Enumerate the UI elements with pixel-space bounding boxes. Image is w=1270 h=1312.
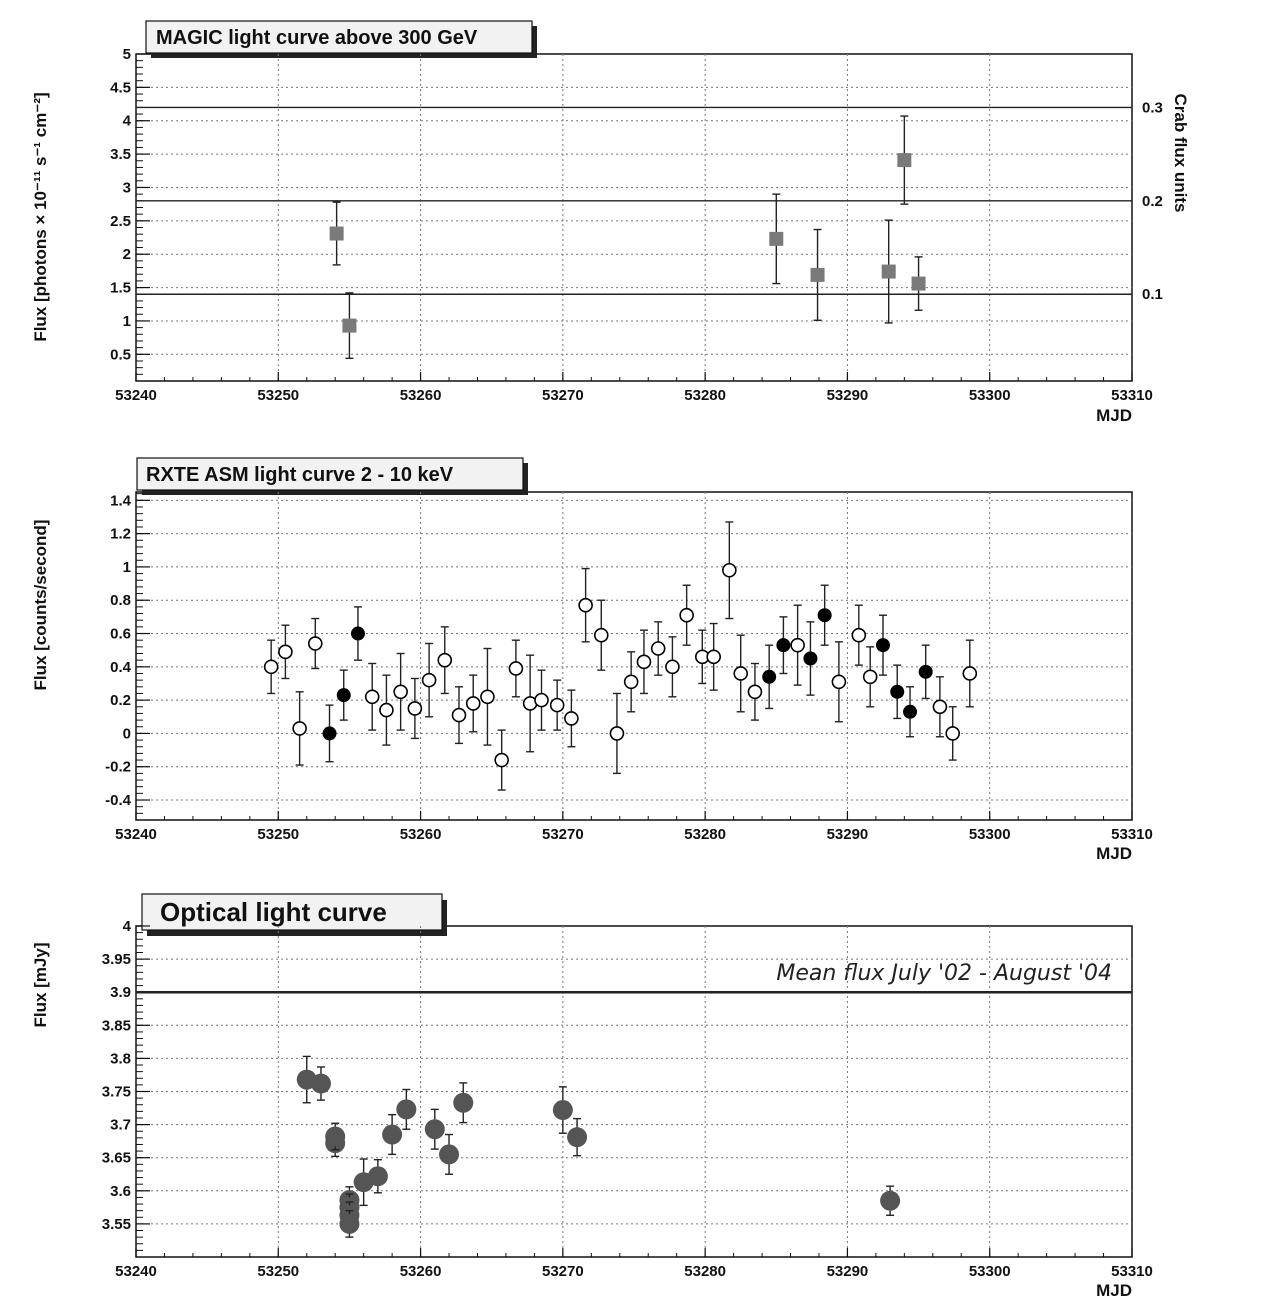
x-tick-label: 53240: [115, 1263, 157, 1280]
data-point-open-circle: [595, 629, 608, 642]
x-tick-label: 53300: [968, 1263, 1011, 1280]
data-point-open-circle: [495, 754, 508, 767]
y-tick-label: 1.4: [110, 492, 131, 510]
data-point-filled-circle: [818, 608, 832, 622]
data-point-square: [882, 265, 896, 279]
data-point-open-circle: [791, 639, 804, 652]
data-point-open-circle: [610, 727, 623, 740]
data-point-open-circle: [551, 699, 564, 712]
y-tick-label: 0.5: [110, 346, 131, 364]
y-tick-label: 3.65: [101, 1149, 131, 1167]
y-tick-label: 3.95: [101, 951, 131, 969]
y-tick-label: 3.85: [101, 1017, 131, 1035]
y-tick-label: 2.5: [110, 212, 131, 230]
y-tick-label: 3.7: [110, 1116, 131, 1134]
panel-optical-mean-annotation: Mean flux July '02 - August '04: [776, 961, 1112, 986]
data-point-open-circle: [279, 645, 292, 658]
data-point-open-circle: [565, 712, 578, 725]
data-point-open-circle: [734, 667, 747, 680]
panel-magic-grid: [136, 54, 1132, 381]
data-point-filled-circle: [396, 1099, 416, 1119]
data-point-open-circle: [408, 702, 421, 715]
data-point-filled-circle: [876, 638, 890, 652]
x-tick-label: 53260: [399, 387, 442, 404]
y-tick-label: -0.2: [105, 758, 131, 776]
data-point-filled-circle: [311, 1074, 331, 1094]
panel-magic-right-label: Crab flux units: [1171, 93, 1190, 213]
data-point-open-circle: [652, 642, 665, 655]
x-tick-label: 53270: [541, 387, 584, 404]
data-point-open-circle: [394, 685, 407, 698]
data-point-open-circle: [680, 609, 693, 622]
data-point-filled-circle: [890, 685, 904, 699]
data-point-open-circle: [748, 685, 761, 698]
data-point-filled-circle: [553, 1100, 573, 1120]
x-tick-label: 53240: [115, 826, 157, 843]
data-point-open-circle: [509, 662, 522, 675]
x-tick-label: 53310: [1111, 387, 1153, 404]
panel-optical: [31, 894, 1153, 1300]
panel-optical-title: Optical light curve: [160, 897, 387, 927]
data-point-open-circle: [265, 660, 278, 673]
y-tick-label: 0: [122, 725, 131, 743]
y-tick-label: -0.4: [105, 792, 131, 810]
y-tick-label: 3.75: [101, 1083, 131, 1101]
data-point-open-circle: [864, 670, 877, 683]
data-point-filled-circle: [368, 1166, 388, 1186]
y-tick-label: 3.55: [101, 1215, 131, 1233]
panel-magic-xlabel: MJD: [1096, 406, 1132, 425]
data-point-square: [342, 319, 356, 333]
data-point-filled-circle: [903, 705, 917, 719]
data-point-open-circle: [579, 599, 592, 612]
data-point-square: [769, 232, 783, 246]
data-point-square: [912, 277, 926, 291]
x-tick-label: 53240: [115, 387, 157, 404]
panel-optical-ylabel: Flux [mJy]: [31, 942, 50, 1028]
data-point-open-circle: [380, 704, 393, 717]
data-point-open-circle: [963, 667, 976, 680]
data-point-open-circle: [625, 675, 638, 688]
y-tick-label: 3.6: [110, 1182, 131, 1200]
y-tick-label: 5: [122, 46, 131, 63]
data-point-filled-circle: [339, 1214, 359, 1234]
panel-magic-crab-lines: [136, 107, 1132, 294]
x-tick-label: 53310: [1111, 826, 1153, 843]
data-point-open-circle: [366, 690, 379, 703]
y-tick-label: 0.4: [110, 658, 131, 676]
x-tick-label: 53290: [826, 387, 869, 404]
crab-tick-label: 0.1: [1142, 286, 1163, 304]
x-tick-label: 53280: [684, 387, 727, 404]
data-point-open-circle: [933, 700, 946, 713]
panel-magic-title: MAGIC light curve above 300 GeV: [156, 27, 478, 49]
panel-optical-points: [297, 1056, 900, 1237]
panel-rxte-points: [265, 522, 977, 790]
data-point-square: [811, 268, 825, 282]
y-tick-label: 0.8: [110, 592, 131, 610]
y-tick-label: 4: [122, 918, 131, 935]
crab-tick-label: 0.3: [1142, 99, 1163, 117]
data-point-filled-circle: [803, 651, 817, 665]
data-point-open-circle: [309, 637, 322, 650]
y-tick-label: 4: [122, 112, 131, 130]
x-tick-label: 53270: [541, 1263, 584, 1280]
data-point-filled-circle: [337, 688, 351, 702]
y-tick-label: 1.2: [110, 525, 131, 543]
data-point-filled-circle: [762, 670, 776, 684]
data-point-open-circle: [293, 722, 306, 735]
data-point-open-circle: [423, 674, 436, 687]
y-tick-label: 3: [122, 179, 131, 197]
panel-magic-ylabel: Flux [photons × 10⁻¹¹ s⁻¹ cm⁻²]: [31, 92, 50, 342]
y-tick-label: 1.5: [110, 279, 131, 297]
panel-optical-xlabel: MJD: [1096, 1281, 1132, 1300]
y-tick-label: 0.6: [110, 625, 131, 643]
x-tick-label: 53250: [257, 387, 300, 404]
x-tick-label: 53310: [1111, 1263, 1153, 1280]
data-point-open-circle: [467, 697, 480, 710]
x-tick-label: 53250: [257, 1263, 300, 1280]
x-tick-label: 53290: [826, 826, 869, 843]
data-point-square: [330, 227, 344, 241]
data-point-open-circle: [535, 694, 548, 707]
y-tick-label: 1: [122, 312, 131, 330]
panel-rxte-ylabel: Flux [counts/second]: [31, 519, 50, 691]
y-tick-label: 2: [122, 246, 131, 264]
data-point-filled-circle: [323, 726, 337, 740]
crab-tick-label: 0.2: [1142, 192, 1163, 210]
x-tick-label: 53270: [541, 826, 584, 843]
data-point-open-circle: [481, 690, 494, 703]
data-point-filled-circle: [567, 1127, 587, 1147]
y-tick-label: 3.5: [110, 146, 131, 164]
data-point-filled-circle: [919, 665, 933, 679]
data-point-open-circle: [852, 629, 865, 642]
panel-rxte: [31, 458, 1153, 863]
data-point-open-circle: [707, 650, 720, 663]
x-tick-label: 53250: [257, 826, 300, 843]
data-point-filled-circle: [351, 627, 365, 641]
x-tick-label: 53280: [684, 1263, 727, 1280]
data-point-filled-circle: [325, 1127, 345, 1147]
x-tick-label: 53260: [399, 826, 442, 843]
panel-magic-points: [330, 116, 926, 358]
data-point-filled-circle: [880, 1191, 900, 1211]
panel-rxte-title: RXTE ASM light curve 2 - 10 keV: [146, 464, 454, 486]
panel-rxte-xlabel: MJD: [1096, 844, 1132, 863]
panel-rxte-ticks: [105, 492, 1153, 843]
data-point-open-circle: [438, 654, 451, 667]
x-tick-label: 53290: [826, 1263, 869, 1280]
data-point-open-circle: [832, 675, 845, 688]
y-tick-label: 1: [122, 558, 131, 576]
data-point-filled-circle: [382, 1125, 402, 1145]
data-point-open-circle: [946, 727, 959, 740]
panel-magic-ticks: [110, 46, 1163, 404]
data-point-filled-circle: [776, 638, 790, 652]
y-tick-label: 0.2: [110, 692, 131, 710]
data-point-filled-circle: [425, 1119, 445, 1139]
data-point-open-circle: [637, 655, 650, 668]
y-tick-label: 3.9: [110, 984, 131, 1002]
x-tick-label: 53280: [684, 826, 727, 843]
y-tick-label: 3.8: [110, 1050, 131, 1068]
x-tick-label: 53260: [399, 1263, 442, 1280]
data-point-square: [897, 153, 911, 167]
data-point-open-circle: [723, 564, 736, 577]
panel-magic: [31, 21, 1190, 425]
x-tick-label: 53300: [968, 387, 1011, 404]
data-point-open-circle: [452, 709, 465, 722]
data-point-open-circle: [666, 660, 679, 673]
y-tick-label: 4.5: [110, 79, 131, 97]
data-point-filled-circle: [453, 1093, 473, 1113]
data-point-filled-circle: [439, 1144, 459, 1164]
panel-magic-frame: [136, 54, 1132, 381]
x-tick-label: 53300: [968, 826, 1011, 843]
